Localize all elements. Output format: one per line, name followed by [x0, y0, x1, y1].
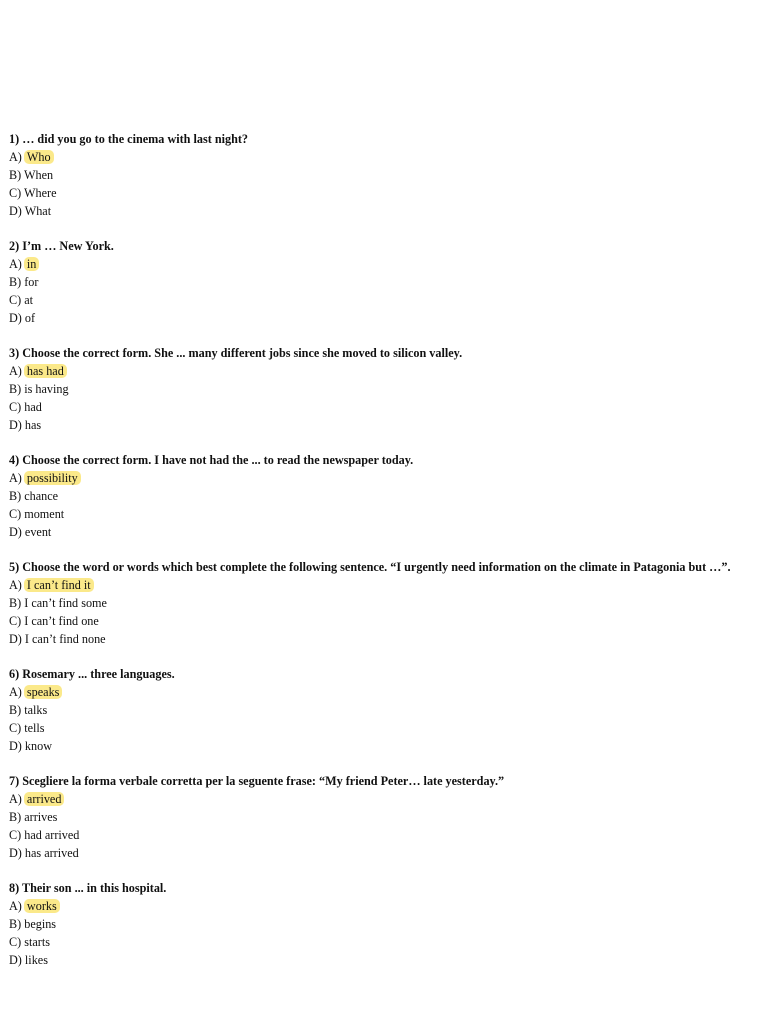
answer-option — [9, 576, 761, 594]
answer-option — [9, 826, 761, 844]
answer-option — [9, 291, 761, 309]
option-text: talks — [24, 703, 48, 717]
question-block — [9, 558, 761, 648]
answer-option — [9, 683, 761, 701]
highlighted-answer-text: in — [24, 257, 39, 271]
option-letter: B) — [9, 489, 22, 503]
option-text: chance — [24, 489, 59, 503]
option-letter: D) — [9, 953, 22, 967]
answer-option — [9, 202, 761, 220]
option-text: had — [24, 400, 42, 414]
option-letter: A) — [9, 685, 22, 699]
answer-option — [9, 255, 761, 273]
option-text: moment — [24, 507, 65, 521]
question-block — [9, 344, 761, 434]
answer-option — [9, 166, 761, 184]
option-letter: B) — [9, 596, 22, 610]
highlighted-answer-text: Who — [24, 150, 54, 164]
question-title: 5) Choose the word or words which best complete the following sentence. “I urgently need information on the climate in Patagonia but …”. — [9, 560, 731, 574]
option-letter: D) — [9, 632, 22, 646]
question-block — [9, 772, 761, 862]
question-title: 6) Rosemary ... three languages. — [9, 667, 175, 681]
option-text: starts — [24, 935, 50, 949]
option-letter: C) — [9, 507, 22, 521]
option-letter: A) — [9, 257, 22, 271]
option-text: has arrived — [24, 846, 79, 860]
answer-option — [9, 630, 761, 648]
option-text: Where — [24, 186, 57, 200]
answer-option — [9, 380, 761, 398]
question-title: 2) I’m … New York. — [9, 239, 114, 253]
option-letter: C) — [9, 293, 22, 307]
option-text: has — [24, 418, 42, 432]
option-letter: D) — [9, 311, 22, 325]
answer-option — [9, 469, 761, 487]
answer-option — [9, 309, 761, 327]
option-text: likes — [24, 953, 48, 967]
answer-option — [9, 701, 761, 719]
option-letter: C) — [9, 186, 22, 200]
option-letter: B) — [9, 168, 22, 182]
highlighted-answer-text: has had — [24, 364, 67, 378]
option-letter: C) — [9, 935, 22, 949]
answer-option — [9, 505, 761, 523]
highlighted-answer-text: possibility — [24, 471, 81, 485]
option-letter: D) — [9, 739, 22, 753]
option-letter: A) — [9, 471, 22, 485]
option-letter: C) — [9, 828, 22, 842]
question-title: 1) … did you go to the cinema with last night? — [9, 132, 249, 146]
option-text: know — [24, 739, 53, 753]
answer-option — [9, 362, 761, 380]
option-letter: A) — [9, 150, 22, 164]
answer-option — [9, 951, 761, 969]
question-block — [9, 130, 761, 220]
option-letter: A) — [9, 364, 22, 378]
answer-option — [9, 844, 761, 862]
option-text: of — [24, 311, 36, 325]
option-letter: C) — [9, 614, 22, 628]
option-text: What — [24, 204, 52, 218]
option-letter: A) — [9, 792, 22, 806]
question-block — [9, 451, 761, 541]
option-letter: A) — [9, 899, 22, 913]
option-letter: B) — [9, 917, 22, 931]
quiz-document — [9, 130, 761, 986]
answer-option — [9, 790, 761, 808]
answer-option — [9, 273, 761, 291]
answer-option — [9, 523, 761, 541]
option-letter: A) — [9, 578, 22, 592]
option-text: When — [24, 168, 54, 182]
question-title: 8) Their son ... in this hospital. — [9, 881, 167, 895]
question-title: 4) Choose the correct form. I have not had the ... to read the newspaper today. — [9, 453, 414, 467]
option-text: I can’t find none — [24, 632, 106, 646]
answer-option — [9, 594, 761, 612]
question-block — [9, 879, 761, 969]
answer-option — [9, 737, 761, 755]
answer-option — [9, 808, 761, 826]
option-text: event — [24, 525, 52, 539]
answer-option — [9, 487, 761, 505]
option-letter: C) — [9, 721, 22, 735]
option-letter: B) — [9, 703, 22, 717]
option-text: for — [24, 275, 39, 289]
option-text: I can’t find some — [24, 596, 107, 610]
option-letter: D) — [9, 846, 22, 860]
highlighted-answer-text: I can’t find it — [24, 578, 94, 592]
answer-option — [9, 612, 761, 630]
answer-option — [9, 416, 761, 434]
option-letter: D) — [9, 418, 22, 432]
option-text: arrives — [24, 810, 58, 824]
answer-option — [9, 398, 761, 416]
answer-option — [9, 184, 761, 202]
option-letter: B) — [9, 810, 22, 824]
option-letter: C) — [9, 400, 22, 414]
highlighted-answer-text: works — [24, 899, 60, 913]
option-letter: D) — [9, 204, 22, 218]
option-letter: B) — [9, 382, 22, 396]
option-text: at — [24, 293, 34, 307]
option-letter: B) — [9, 275, 22, 289]
answer-option — [9, 915, 761, 933]
answer-option — [9, 933, 761, 951]
option-text: had arrived — [24, 828, 80, 842]
answer-option — [9, 148, 761, 166]
question-title: 7) Scegliere la forma verbale corretta per la seguente frase: “My friend Peter… late yesterday.” — [9, 774, 505, 788]
question-title: 3) Choose the correct form. She ... many different jobs since she moved to silicon valley. — [9, 346, 463, 360]
option-letter: D) — [9, 525, 22, 539]
option-text: begins — [24, 917, 57, 931]
question-block — [9, 665, 761, 755]
highlighted-answer-text: speaks — [24, 685, 63, 699]
option-text: tells — [24, 721, 45, 735]
highlighted-answer-text: arrived — [24, 792, 65, 806]
answer-option — [9, 897, 761, 915]
question-block — [9, 237, 761, 327]
option-text: I can’t find one — [24, 614, 99, 628]
option-text: is having — [24, 382, 69, 396]
answer-option — [9, 719, 761, 737]
